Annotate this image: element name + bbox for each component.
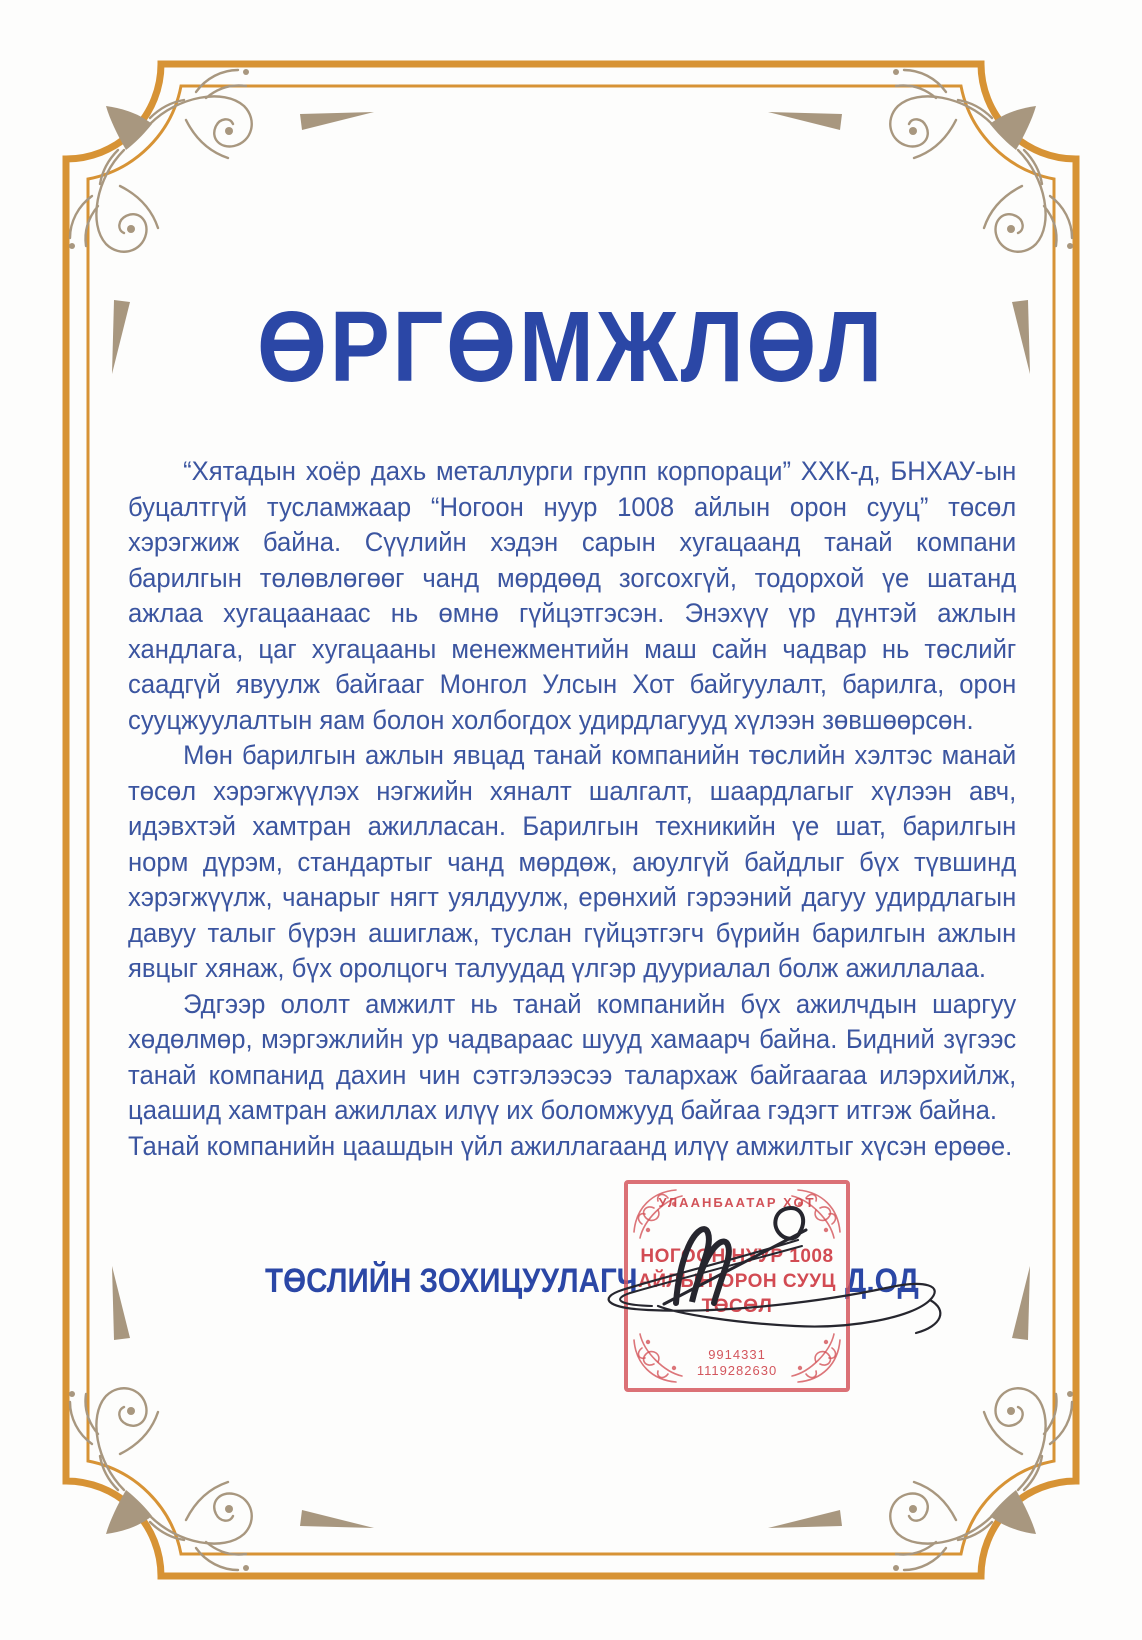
stamp-registration-numbers <box>628 1347 846 1379</box>
stamp-number-1: 9914331 <box>708 1347 766 1362</box>
certificate-paragraph: Танай компанийн цаашдын үйл ажиллагаанд илүү амжилтыг хүсэн ерөөе. <box>128 1130 1013 1161</box>
page-title: ӨРГӨМЖЛӨЛ <box>256 291 885 403</box>
signer-role-label: ТӨСЛИЙН ЗОХИЦУУЛАГЧ <box>265 1262 638 1300</box>
stamp-number-2: 1119282630 <box>696 1363 778 1378</box>
stamp-line-3: ТӨСӨЛ <box>701 1296 773 1317</box>
corner-flourish-bottom-left <box>69 1266 374 1571</box>
certificate-paragraph: Эдгээр ололт амжилт нь танай компанийн бүх ажилчдын шаргуу хөдөлмөр, мэргэжлийн ур чадвараас шууд хамаарч байна. Бидний зүгээс танай компанид дахин чин сэтгэлээсээ талархаж байгаагаа илэрхийлж, цаашид хамтран ажиллах илүү их боломжууд байгаа гэдэгт итгэж байна. <box>128 988 1017 1125</box>
certificate-body <box>128 454 1016 1164</box>
certificate-paragraph: Мөн барилгын ажлын явцад танай компанийн төслийн хэлтэс манай төсөл хэрэгжүүлэх нэгжийн хяналт шалгалт, шаардлагыг хүлээн авч, идэвхтэй хамтран ажилласан. Барилгын техникийн үе шат, барилгын норм дүрэм, стандартыг чанд мөрдөж, аюулгүй байдлыг бүх түвшинд хэрэгжүүлж, чанарыг нягт уялдуулж, ерөнхий гэрээний дагуу удирдлагын давуу талыг бүрэн ашиглаж, туслан гүйцэтгэгч бүрийн барилгын ажлын явцыг хянаж, бүх оролцогч талуудад үлгэр дууриалал болж ажиллалаа. <box>128 740 1017 983</box>
stamp-line-1: НОГООН НУУР 1008 <box>640 1246 834 1267</box>
stamp-city-text: УЛААНБААТАР ХОТ <box>658 1195 816 1210</box>
stamp-project-text <box>628 1244 846 1319</box>
official-stamp <box>624 1180 850 1392</box>
stamp-line-2: АЙЛЫН ОРОН СУУЦ <box>638 1271 836 1292</box>
signer-name: Д.ОД <box>845 1262 919 1300</box>
certificate-paragraph: “Хятадын хоёр дахь металлурги групп корпораци” ХХК-д, БНХАУ-ын буцалтгүй тусламжаар “Ногоон нуур 1008 айлын орон сууц” төсөл хэрэгжиж байна. Сүүлийн хэдэн сарын хугацаанд танай компани барилгын төлөвлөгөөг чанд мөрдөөд зогсохгүй, тодорхой үе шатанд ажлаа хугацаанаас нь өмнө гүйцэтгэсэн. Энэхүү үр дүнтэй ажлын хандлага, цаг хугацааны менежментийн маш сайн чадвар нь төслийг саадгүй явуулж байгааг Монгол Улсын Хот байгуулалт, барилга, орон сууцжуулалтын яам болон холбогдох удирдлагууд хүлээн зөвшөөрсөн. <box>128 456 1017 735</box>
